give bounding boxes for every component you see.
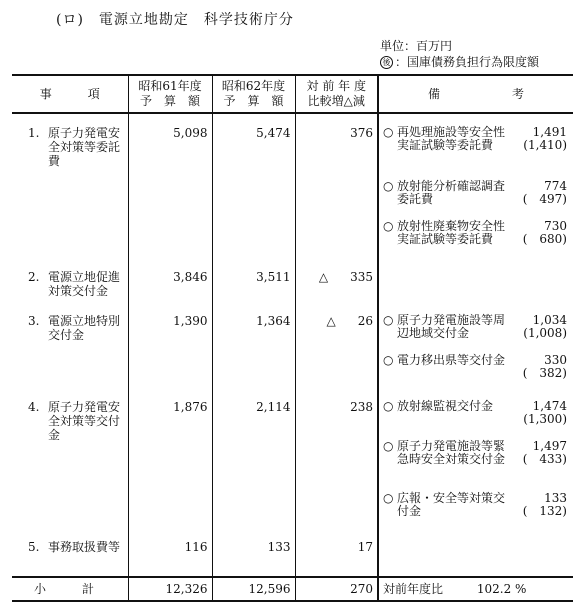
header-y61-line2: 予 算 額 — [139, 94, 200, 108]
note-circle: ○ — [383, 439, 394, 453]
note-item — [383, 314, 573, 354]
note-item — [383, 354, 573, 380]
header-y62-line2: 予 算 額 — [223, 94, 284, 108]
cell-diff — [295, 536, 378, 577]
row-number: 2. — [28, 270, 40, 284]
header-diff-line2: 比較増△減 — [307, 94, 365, 108]
cell-y62: 2,114 — [212, 394, 295, 536]
header-diff-line1: 対 前 年 度 — [306, 79, 366, 93]
cell-y62: 5,474 — [212, 113, 295, 268]
note-value: 730 — [544, 219, 567, 233]
note-text: 広報・安全等対策交付金 — [397, 491, 506, 518]
table-row — [12, 310, 573, 394]
cell-y61: 1,876 — [128, 394, 212, 536]
note-circle: ○ — [383, 353, 394, 367]
row-item — [12, 394, 128, 536]
note-value: 1,474 — [532, 399, 567, 413]
diff-value: 335 — [350, 270, 373, 284]
note-prior-value: (1,410) — [523, 138, 567, 152]
note-value: 1,491 — [532, 125, 567, 139]
circled-mark: 後 — [380, 56, 393, 69]
note-circle: ○ — [383, 313, 394, 327]
row-item — [12, 268, 128, 310]
total-label: 小 計 — [12, 577, 128, 601]
note-circle: ○ — [383, 399, 394, 413]
cell-diff — [295, 113, 378, 268]
diff-value: 26 — [357, 314, 373, 328]
note-value: 133 — [544, 491, 567, 505]
note-value: 1,034 — [532, 313, 567, 327]
note-item — [383, 126, 573, 180]
total-note — [378, 577, 573, 601]
note-item — [383, 440, 573, 492]
note-text: 原子力発電施設等周辺地域交付金 — [397, 313, 506, 340]
note-text: 放射性廃棄物安全性実証試験等委託費 — [397, 219, 506, 246]
total-diff: 270 — [295, 577, 378, 601]
note-item — [383, 220, 573, 246]
row-name: 原子力発電安全対策等交付金 — [48, 400, 121, 442]
total-row — [12, 577, 573, 601]
row-number: 3. — [28, 314, 40, 328]
note-value: 774 — [544, 179, 567, 193]
cell-note — [378, 394, 573, 536]
note-values — [513, 400, 573, 440]
diff-value: 17 — [357, 540, 373, 554]
note-values — [513, 492, 573, 518]
cell-note — [378, 268, 573, 310]
row-number: 4. — [28, 400, 40, 414]
note-values — [513, 220, 573, 246]
table-row — [12, 113, 573, 268]
row-name: 電源立地特別交付金 — [48, 314, 121, 342]
unit-note — [380, 38, 539, 70]
note-prior-value: ( 382) — [522, 366, 567, 380]
header-item: 事 項 — [12, 75, 128, 113]
header-y62 — [212, 75, 295, 113]
note-prior-value: ( 132) — [522, 504, 567, 518]
note-value: 330 — [544, 353, 567, 367]
header-row — [12, 75, 573, 113]
page-title: (ロ) 電源立地勘定 科学技術庁分 — [56, 12, 294, 28]
total-note-label: 対前年度比 — [383, 582, 444, 596]
note-values — [513, 180, 573, 220]
header-y61-line1: 昭和61年度 — [138, 79, 202, 93]
cell-y61: 5,098 — [128, 113, 212, 268]
cell-y61: 3,846 — [128, 268, 212, 310]
cell-y62: 133 — [212, 536, 295, 577]
cell-note — [378, 310, 573, 394]
note-text: 放射能分析確認調査委託費 — [397, 179, 506, 206]
note-circle: ○ — [383, 491, 394, 505]
row-item — [12, 113, 128, 268]
table-row — [12, 268, 573, 310]
note-prior-value: (1,300) — [523, 412, 567, 426]
cell-note — [378, 113, 573, 268]
debt-limit-note — [380, 54, 539, 70]
note-values — [513, 354, 573, 380]
row-item — [12, 536, 128, 577]
note-text: 再処理施設等安全性実証試験等委託費 — [397, 125, 506, 152]
cell-y61: 116 — [128, 536, 212, 577]
note-item — [383, 400, 573, 440]
note-value: 1,497 — [532, 439, 567, 453]
cell-diff — [295, 310, 378, 394]
header-note: 備 考 — [378, 75, 573, 113]
decrease-mark: △ — [326, 314, 336, 328]
debt-limit-label: ：国庫債務負担行為限度額 — [395, 55, 540, 69]
table-row — [12, 394, 573, 536]
note-values — [513, 314, 573, 354]
unit-line: 単位：百万円 — [380, 39, 453, 53]
total-note-value: 102.2 % — [476, 582, 527, 596]
table-row — [12, 536, 573, 577]
note-prior-value: ( 497) — [522, 192, 567, 206]
note-prior-value: ( 433) — [522, 452, 567, 466]
row-name: 電源立地促進対策交付金 — [48, 270, 121, 298]
note-text: 放射線監視交付金 — [397, 399, 494, 413]
note-circle: ○ — [383, 219, 394, 233]
note-text: 原子力発電施設等緊急時安全対策交付金 — [397, 439, 506, 466]
cell-y61: 1,390 — [128, 310, 212, 394]
row-name: 事務取扱費等 — [48, 540, 121, 554]
cell-diff — [295, 268, 378, 310]
header-y62-line1: 昭和62年度 — [221, 79, 286, 93]
note-circle: ○ — [383, 179, 394, 193]
note-values — [513, 440, 573, 492]
row-number: 5. — [28, 540, 40, 554]
note-values — [513, 126, 573, 180]
note-text: 電力移出県等交付金 — [397, 353, 506, 367]
diff-value: 238 — [350, 400, 373, 414]
diff-value: 376 — [350, 126, 373, 140]
row-number: 1. — [28, 126, 40, 140]
cell-y62: 1,364 — [212, 310, 295, 394]
budget-table — [12, 74, 573, 602]
cell-y62: 3,511 — [212, 268, 295, 310]
cell-diff — [295, 394, 378, 536]
row-item — [12, 310, 128, 394]
header-y61 — [128, 75, 212, 113]
total-y62: 12,596 — [212, 577, 295, 601]
decrease-mark: △ — [318, 270, 329, 284]
note-circle: ○ — [383, 125, 394, 139]
note-item — [383, 492, 573, 518]
row-name: 原子力発電安全対策等委託費 — [48, 126, 121, 168]
note-prior-value: (1,008) — [523, 326, 567, 340]
header-diff — [295, 75, 378, 113]
note-prior-value: ( 680) — [522, 232, 567, 246]
cell-note — [378, 536, 573, 577]
note-item — [383, 180, 573, 220]
total-y61: 12,326 — [128, 577, 212, 601]
